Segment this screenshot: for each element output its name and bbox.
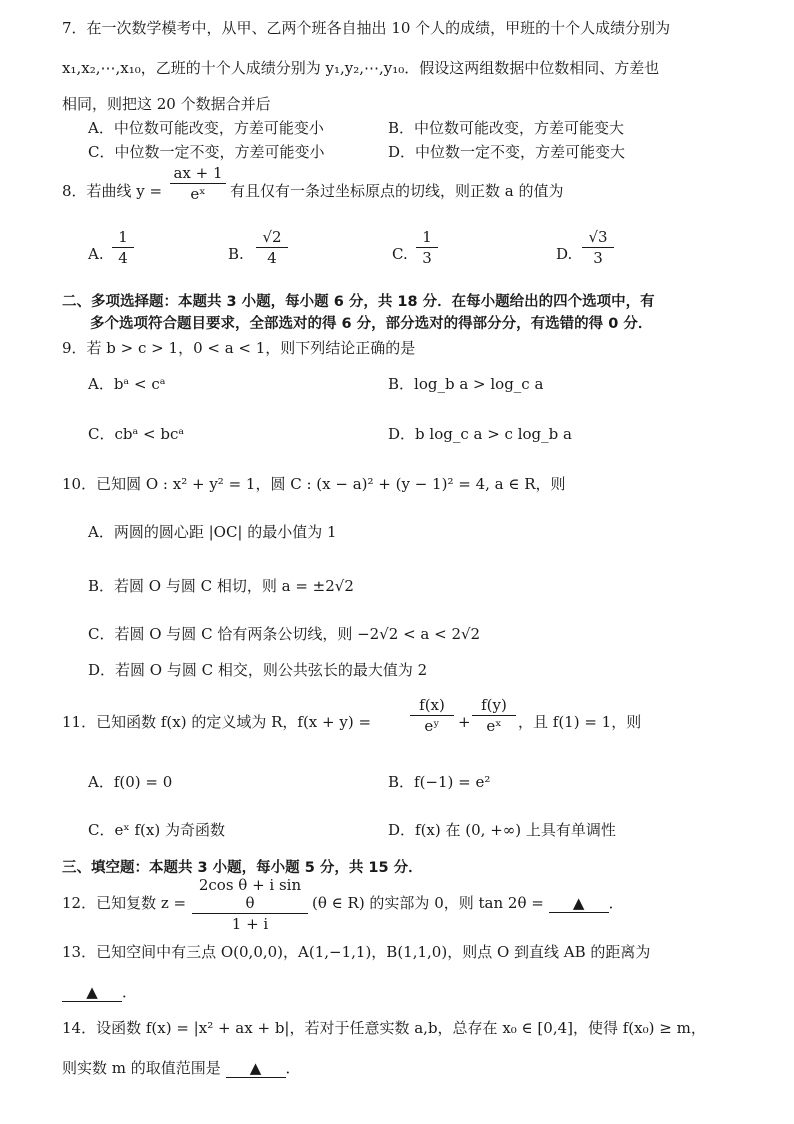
q7-stem-line2: x₁,x₂,⋯,x₁₀，乙班的十个人成绩分别为 y₁,y₂,⋯,y₁₀．假设这两组数据中位数相同、方差也 (62, 59, 660, 77)
q8-option-d-num: √3 (588, 228, 608, 246)
q13-end: ． (122, 983, 138, 1001)
q8-option-a-num: 1 (118, 228, 128, 246)
fraction-bar (410, 715, 454, 716)
q10-option-b: B．若圆 O 与圆 C 相切，则 a = ±2√2 (88, 577, 354, 595)
q8-option-b-value (256, 228, 288, 267)
q8-fraction-numerator: ax + 1 (173, 164, 223, 182)
q9-stem: 9．若 b > c > 1，0 < a < 1，则下列结论正确的是 (62, 339, 416, 357)
q11-option-c: C．eˣ f(x) 为奇函数 (88, 821, 225, 839)
q8-suffix: 有且仅有一条过坐标原点的切线，则正数 a 的值为 (230, 182, 564, 200)
q12-answer-blank: ▲ (549, 894, 609, 913)
q8-option-d-value (582, 228, 614, 267)
q11-fraction-2-num: f(y) (481, 696, 507, 714)
q11-option-d: D．f(x) 在 (0, +∞) 上具有单调性 (388, 821, 616, 839)
q8-fraction (170, 164, 226, 203)
q8-option-d-label: D. (556, 245, 573, 263)
fraction-bar (416, 247, 438, 248)
q10-option-c: C．若圆 O 与圆 C 恰有两条公切线，则 −2√2 < a < 2√2 (88, 625, 481, 643)
q7-option-d: D．中位数一定不变，方差可能变大 (388, 143, 626, 161)
q11-option-a: A．f(0) = 0 (88, 773, 173, 791)
q13-answer-blank: ▲ (62, 983, 122, 1002)
fraction-bar (582, 247, 614, 248)
q11-fraction-2-den: eˣ (486, 717, 502, 735)
q8-option-d-den: 3 (593, 249, 603, 267)
q8-option-b-num: √2 (262, 228, 282, 246)
q7-option-a: A．中位数可能改变，方差可能变小 (88, 119, 324, 137)
section-2-heading-line2: 多个选项符合题目要求，全部选对的得 6 分，部分选对的得部分分，有选错的得 0 分． (90, 316, 653, 332)
q8-option-c-label: C. (392, 245, 408, 263)
q12-prefix: 12．已知复数 z = (62, 894, 187, 912)
q9-option-c: C．cbᵃ < bcᵃ (88, 425, 185, 443)
q11-prefix: 11．已知函数 f(x) 的定义域为 R，f(x + y) = (62, 713, 372, 731)
q10-stem: 10．已知圆 O : x² + y² = 1，圆 C : (x − a)² + (y − 1)² = 4, a ∈ R，则 (62, 475, 566, 493)
q10-option-a: A．两圆的圆心距 |OC| 的最小值为 1 (88, 523, 337, 541)
fraction-bar (472, 715, 516, 716)
q14-answer-blank: ▲ (226, 1059, 286, 1078)
q11-fraction-1-den: eʸ (424, 717, 440, 735)
q8-prefix: 8．若曲线 y = (62, 182, 163, 200)
fraction-bar (170, 183, 226, 184)
fraction-bar (112, 247, 134, 248)
q12-suffix-text: (θ ∈ R) 的实部为 0，则 tan 2θ = (312, 894, 544, 912)
q8-option-c-num: 1 (422, 228, 432, 246)
q8-option-a-label: A. (88, 245, 104, 263)
q8-option-c-den: 3 (422, 249, 432, 267)
q12-fraction (192, 876, 308, 933)
q7-stem-line1: 7．在一次数学模考中，从甲、乙两个班各自抽出 10 个人的成绩，甲班的十个人成绩分别为 (62, 19, 671, 37)
section-3-heading: 三、填空题：本题共 3 小题，每小题 5 分，共 15 分． (62, 860, 423, 876)
q7-stem-line3: 相同，则把这 20 个数据合并后 (62, 95, 271, 113)
q8-option-c-value (416, 228, 438, 267)
q14-stem-line2 (62, 1058, 301, 1078)
q8-fraction-denominator: eˣ (190, 185, 206, 203)
q10-option-d: D．若圆 O 与圆 C 相交，则公共弦长的最大值为 2 (88, 661, 428, 679)
q11-suffix: ，且 f(1) = 1，则 (518, 713, 642, 731)
q8-option-a-value (112, 228, 134, 267)
q8-option-a-den: 4 (118, 249, 128, 267)
q8-option-b-label: B. (228, 245, 244, 263)
q7-option-c: C．中位数一定不变，方差可能变小 (88, 143, 325, 161)
q14-stem-line1: 14．设函数 f(x) = |x² + ax + b|，若对于任意实数 a,b，总存在 x₀ ∈ [0,4]，使得 f(x₀) ≥ m， (62, 1019, 706, 1037)
q9-option-a: A．bᵃ < cᵃ (88, 375, 166, 393)
q14-stem-line2-text: 则实数 m 的取值范围是 (62, 1059, 221, 1077)
q8-option-b-den: 4 (267, 249, 277, 267)
q7-option-b: B．中位数可能改变，方差可能变大 (388, 119, 625, 137)
q11-fraction-1 (410, 696, 454, 735)
q9-option-d: D．b log_c a > c log_b a (388, 425, 572, 443)
q11-option-b: B．f(−1) = e² (388, 773, 491, 791)
q12-end: ． (608, 894, 624, 912)
q11-fraction-1-num: f(x) (419, 696, 445, 714)
section-2-heading-line1: 二、多项选择题：本题共 3 小题，每小题 6 分，共 18 分．在每小题给出的四个选项中，有 (62, 294, 655, 310)
q14-end: ． (285, 1059, 301, 1077)
fraction-bar (192, 913, 308, 914)
q13-stem: 13．已知空间中有三点 O(0,0,0)，A(1,−1,1)，B(1,1,0)，则点 O 到直线 AB 的距离为 (62, 943, 651, 961)
q12-suffix (312, 893, 624, 913)
q11-fraction-2 (472, 696, 516, 735)
fraction-bar (256, 247, 288, 248)
q12-fraction-den: 1 + i (231, 915, 269, 933)
q13-answer-line (62, 982, 137, 1002)
q12-fraction-num: 2cos θ + i sin θ (198, 876, 302, 912)
q9-option-b: B．log_b a > log_c a (388, 375, 544, 393)
q11-plus: + (458, 713, 471, 731)
